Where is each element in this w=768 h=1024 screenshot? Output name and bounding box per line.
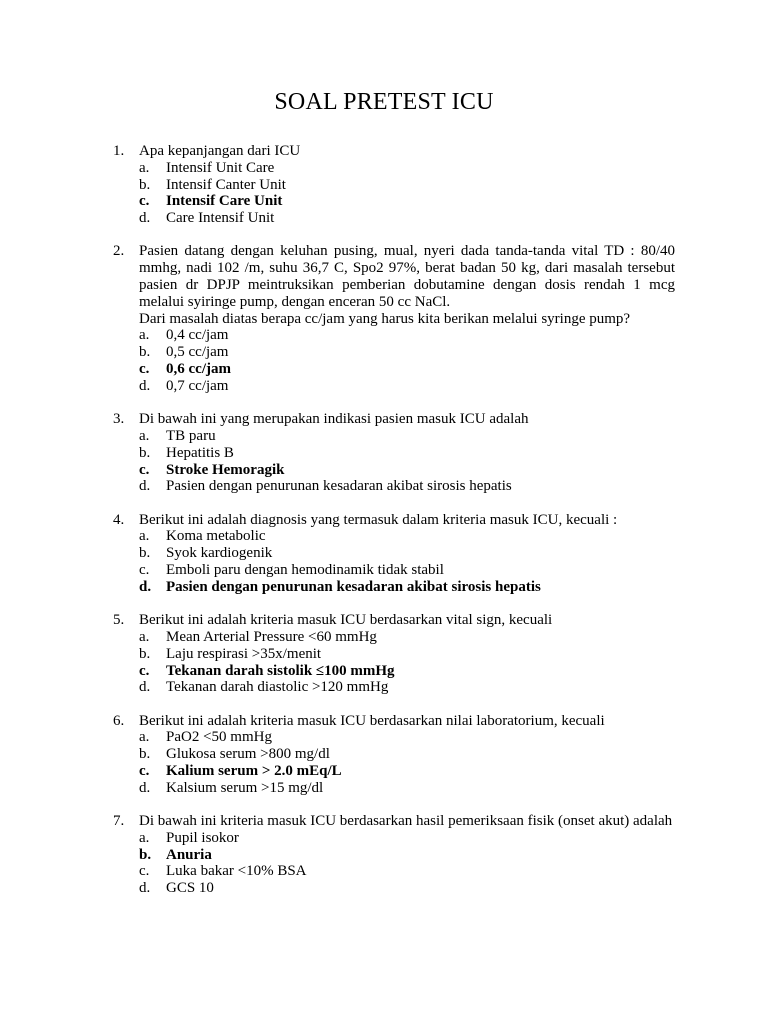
option-text: Care Intensif Unit [166, 210, 275, 227]
option-text: Intensif Unit Care [166, 159, 275, 176]
option-item [139, 445, 675, 462]
option-text: 0,6 cc/jam [166, 361, 231, 378]
option-text: Intensif Canter Unit [166, 176, 286, 193]
option-correct [139, 361, 675, 378]
option-item [139, 428, 675, 445]
option-correct [139, 847, 675, 864]
option-text: Glukosa serum >800 mg/dl [166, 746, 330, 763]
question-item [113, 713, 675, 797]
question-stem [113, 243, 675, 327]
question-text: Di bawah ini yang merupakan indikasi pasien masuk ICU adalah [139, 411, 529, 428]
question-item [113, 512, 675, 596]
question-number: 1. [113, 143, 125, 159]
question-text: Di bawah ini kriteria masuk ICU berdasarkan hasil pemeriksaan fisik (onset akut) adalah [139, 813, 673, 830]
option-item [139, 478, 675, 495]
option-letter: a. [139, 327, 150, 344]
question-text: Apa kepanjangan dari ICU [139, 143, 301, 159]
option-letter: c. [139, 562, 150, 579]
option-item [139, 863, 675, 880]
option-item [139, 545, 675, 562]
option-letter: d. [139, 880, 151, 897]
question-stem [113, 512, 675, 529]
option-list [113, 629, 675, 696]
question-text-block [139, 411, 675, 428]
option-text: Intensif Care Unit [166, 193, 283, 210]
question-text-block [139, 243, 675, 327]
option-text: 0,5 cc/jam [166, 344, 229, 361]
option-letter: a. [139, 159, 150, 176]
question-subtext: Dari masalah diatas berapa cc/jam yang harus kita berikan melalui syringe pump? [139, 310, 631, 327]
option-text: Luka bakar <10% BSA [166, 863, 307, 880]
option-list [113, 528, 675, 595]
option-letter: b. [139, 176, 151, 193]
question-stem [113, 411, 675, 428]
question-text-block [139, 512, 675, 529]
option-correct [139, 663, 675, 680]
option-letter: c. [139, 461, 150, 478]
option-text: 0,7 cc/jam [166, 377, 229, 394]
question-number: 6. [113, 712, 125, 729]
question-item [113, 612, 675, 696]
option-letter: c. [139, 662, 150, 679]
option-list [113, 428, 675, 495]
option-correct [139, 193, 675, 210]
option-letter: a. [139, 829, 150, 846]
option-letter: b. [139, 344, 151, 361]
page-title: SOAL PRETEST ICU [274, 89, 494, 115]
option-text: Syok kardiogenik [166, 545, 273, 562]
option-list [113, 830, 675, 897]
option-letter: a. [139, 628, 150, 645]
option-letter: b. [139, 846, 152, 863]
option-text: TB paru [166, 427, 216, 444]
option-item [139, 880, 675, 897]
option-letter: b. [139, 645, 151, 662]
option-item [139, 528, 675, 545]
option-letter: d. [139, 478, 151, 495]
option-letter: c. [139, 361, 150, 378]
question-text-block [139, 813, 675, 830]
question-number: 7. [113, 813, 125, 830]
question-stem [113, 713, 675, 730]
option-correct [139, 462, 675, 479]
option-letter: a. [139, 528, 150, 545]
question-stem [113, 143, 675, 160]
option-letter: c. [139, 193, 150, 210]
option-item [139, 646, 675, 663]
option-text: Tekanan darah diastolic >120 mmHg [166, 679, 389, 696]
option-letter: c. [139, 863, 150, 880]
option-text: PaO2 <50 mmHg [166, 729, 272, 746]
option-letter: d. [139, 679, 151, 696]
question-text: Berikut ini adalah diagnosis yang termasuk dalam kriteria masuk ICU, kecuali : [139, 511, 618, 528]
question-text-block [139, 612, 675, 629]
option-item [139, 830, 675, 847]
question-item [113, 813, 675, 897]
option-text: Pasien dengan penurunan kesadaran akibat sirosis hepatis [166, 578, 541, 595]
option-letter: d. [139, 779, 151, 796]
option-item [139, 378, 675, 395]
question-text: Pasien datang dengan keluhan pusing, mual, nyeri dada tanda-tanda vital TD : 80/40 mmhg, nadi 102 /m, suhu 36,7 C, Spo2 97%, berat badan 50 kg, dari masalah tersebut pasien dr DPJP meintruksikan pemberian dobutamine dengan dosis rendah 1 mcg melalui syiringe pump, dengan enceran 50 cc NaCl. [139, 243, 675, 310]
question-number: 4. [113, 511, 125, 528]
question-text: Berikut ini adalah kriteria masuk ICU berdasarkan nilai laboratorium, kecuali [139, 712, 605, 729]
option-letter: d. [139, 578, 152, 595]
option-letter: a. [139, 427, 150, 444]
option-list [113, 327, 675, 394]
option-text: Kalium serum > 2.0 mEq/L [166, 763, 342, 779]
option-item [139, 629, 675, 646]
option-letter: b. [139, 444, 151, 461]
option-item [139, 729, 675, 746]
option-letter: a. [139, 729, 150, 746]
option-item [139, 177, 675, 194]
option-text: Stroke Hemoragik [166, 461, 285, 478]
option-text: 0,4 cc/jam [166, 327, 229, 344]
option-text: Pupil isokor [166, 829, 239, 846]
option-item [139, 780, 675, 797]
question-text-block [139, 713, 675, 730]
question-number: 5. [113, 612, 125, 629]
option-letter: b. [139, 746, 151, 763]
question-item [113, 411, 675, 495]
option-item [139, 344, 675, 361]
option-text: Tekanan darah sistolik ≤100 mmHg [166, 662, 395, 679]
option-item [139, 562, 675, 579]
option-letter: d. [139, 210, 151, 227]
question-item [113, 143, 675, 227]
option-item [139, 210, 675, 227]
option-text: Koma metabolic [166, 528, 266, 545]
option-item [139, 679, 675, 696]
option-text: Kalsium serum >15 mg/dl [166, 779, 324, 796]
option-correct [139, 579, 675, 596]
question-text-block [139, 143, 675, 160]
question-number: 2. [113, 243, 125, 260]
question-stem [113, 612, 675, 629]
question-list [113, 143, 675, 914]
option-text: Anuria [166, 846, 212, 863]
option-text: Hepatitis B [166, 444, 234, 461]
question-item [113, 243, 675, 394]
option-text: Pasien dengan penurunan kesadaran akibat sirosis hepatis [166, 478, 512, 495]
option-letter: b. [139, 545, 151, 562]
option-text: GCS 10 [166, 880, 214, 897]
option-item [139, 160, 675, 177]
question-stem [113, 813, 675, 830]
option-list [113, 160, 675, 227]
question-text: Berikut ini adalah kriteria masuk ICU berdasarkan vital sign, kecuali [139, 612, 553, 629]
option-list [113, 729, 675, 796]
option-correct [139, 763, 675, 780]
option-text: Mean Arterial Pressure <60 mmHg [166, 628, 377, 645]
option-letter: d. [139, 377, 151, 394]
option-item [139, 327, 675, 344]
question-number: 3. [113, 411, 125, 428]
option-text: Emboli paru dengan hemodinamik tidak stabil [166, 562, 444, 579]
option-item [139, 746, 675, 763]
option-letter: c. [139, 763, 150, 779]
option-text: Laju respirasi >35x/menit [166, 645, 322, 662]
